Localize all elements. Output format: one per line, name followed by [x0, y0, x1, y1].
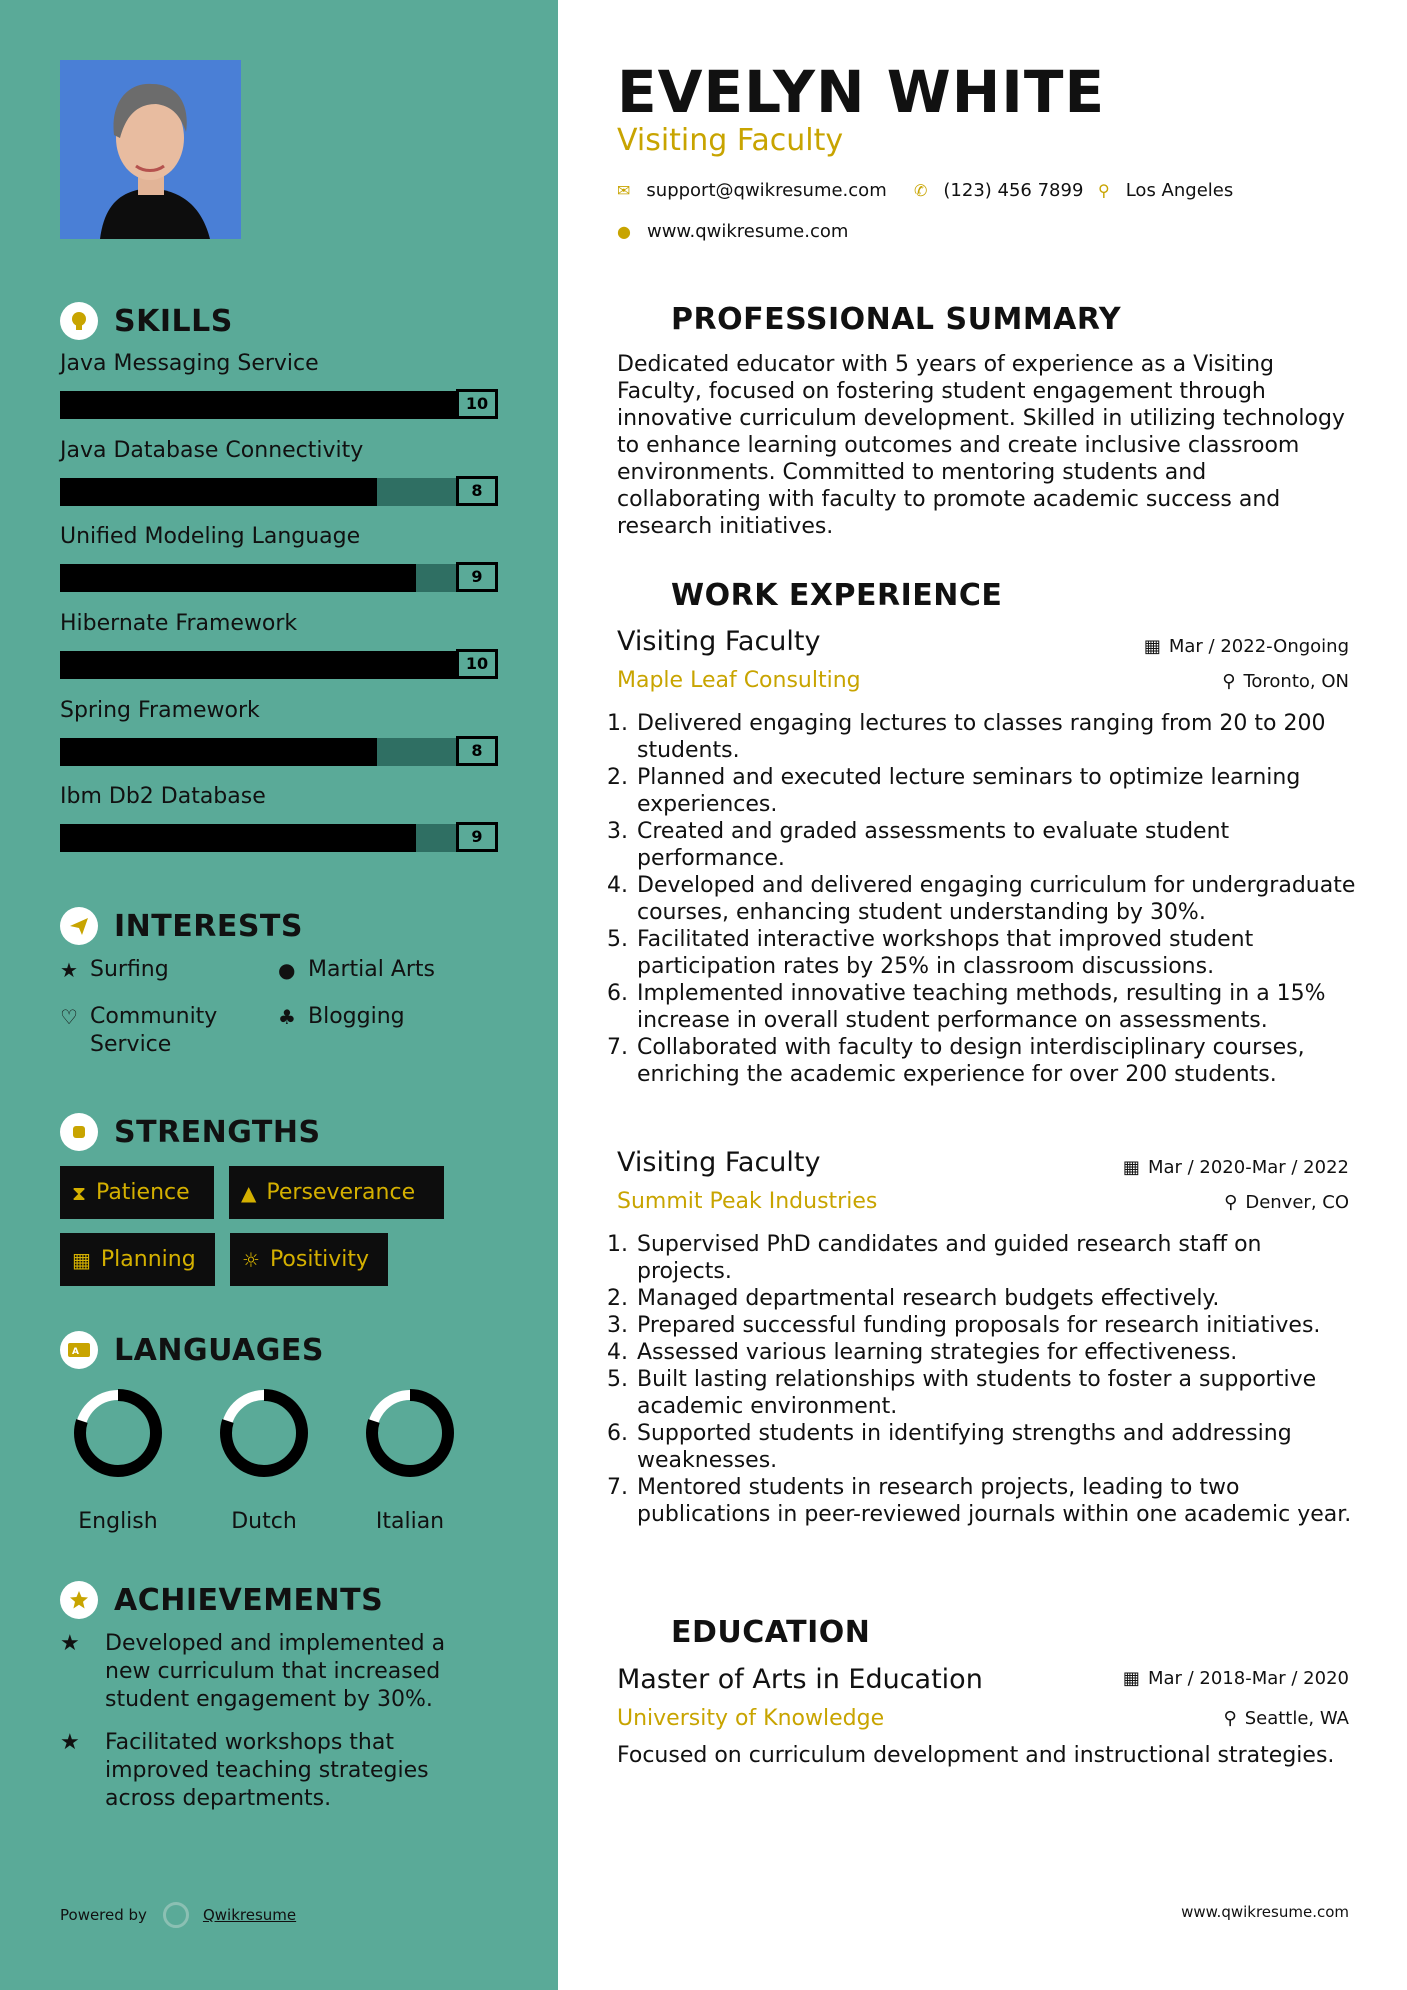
duty-item: 5. Built lasting relationships with students to foster a supportive academic environment. — [635, 1366, 1357, 1420]
strength-label: Planning — [100, 1247, 196, 1272]
skill-item — [60, 784, 498, 852]
skill-item — [60, 438, 498, 506]
email-text[interactable]: support@qwikresume.com — [646, 180, 887, 201]
duty-item: 5. Facilitated interactive workshops that improved student participation rates by 25% in classroom discussions. — [635, 926, 1357, 980]
phone-icon: ✆ — [914, 181, 928, 200]
language-label: Dutch — [231, 1509, 297, 1534]
skill-bar-fill — [60, 478, 377, 506]
skill-bar-fill — [60, 564, 416, 592]
candidate-name: EVELYN WHITE — [617, 58, 1106, 126]
skill-bar — [60, 478, 498, 506]
duty-item: 1. Supervised PhD candidates and guided research staff on projects. — [635, 1231, 1357, 1285]
star-icon: ★ — [60, 1730, 80, 1755]
star-icon: ★ — [60, 1631, 80, 1656]
education-location-text: Seattle, WA — [1244, 1708, 1349, 1729]
experience-header — [617, 576, 1002, 614]
hand-icon: ♡ — [60, 1005, 78, 1029]
duty-item: 7. Mentored students in research projects, leading to two publications in peer-reviewed journals within one academic year. — [635, 1474, 1357, 1528]
skill-bar — [60, 651, 498, 679]
skill-level: 10 — [456, 389, 498, 419]
languages-title: LANGUAGES — [114, 1332, 324, 1368]
qwikresume-logo-icon — [163, 1902, 189, 1928]
achievements-header — [60, 1581, 383, 1619]
phone-text[interactable]: (123) 456 7899 — [943, 180, 1084, 201]
job-company: Summit Peak Industries — [617, 1189, 878, 1214]
interest-label: Blogging — [308, 1004, 405, 1029]
job-duties — [617, 1231, 1357, 1528]
interest-item — [278, 1003, 405, 1031]
phone-contact — [914, 180, 1083, 201]
strength-badge — [60, 1166, 214, 1219]
skills-header — [60, 302, 233, 340]
education-dates-text: Mar / 2018-Mar / 2020 — [1147, 1668, 1349, 1689]
location-text: Los Angeles — [1125, 180, 1234, 201]
profile-photo — [60, 60, 241, 239]
strength-badge — [60, 1233, 215, 1286]
skill-item — [60, 524, 498, 592]
experience-title: WORK EXPERIENCE — [671, 577, 1003, 613]
skill-bar-fill — [60, 824, 416, 852]
skills-title: SKILLS — [114, 303, 233, 339]
summary-text: Dedicated educator with 5 years of experience as a Visiting Faculty, focused on fostering student engagement through innovative curriculum development. Skilled in utilizing technology to enhance learning outcomes and create inclusive classroom environments. Committed to mentoring students and collaborating with faculty to promote academic success and research initiatives. — [617, 352, 1345, 539]
achievements-title: ACHIEVEMENTS — [114, 1582, 384, 1618]
language-ring — [360, 1383, 460, 1483]
calendar-icon: ▦ — [1143, 636, 1161, 657]
school-name: University of Knowledge — [617, 1706, 885, 1731]
degree-title: Master of Arts in Education — [617, 1664, 983, 1695]
interests-header — [60, 907, 303, 945]
language-ring — [214, 1383, 314, 1483]
pin-icon: ⚲ — [1224, 1192, 1238, 1213]
duty-item: 6. Supported students in identifying strengths and addressing weaknesses. — [635, 1420, 1357, 1474]
globe-icon: ● — [617, 222, 631, 241]
skill-level: 9 — [456, 562, 498, 592]
education-location — [1224, 1708, 1349, 1729]
skill-item — [60, 351, 498, 419]
strength-label: Positivity — [269, 1247, 369, 1272]
hourglass-icon: ⧗ — [72, 1180, 87, 1205]
pin-icon: ⚲ — [1222, 671, 1236, 692]
job-location-text: Toronto, ON — [1243, 671, 1349, 692]
language-label: Italian — [375, 1509, 445, 1534]
skill-label: Spring Framework — [60, 698, 260, 723]
summary-header — [617, 300, 1121, 338]
interest-item — [60, 1003, 260, 1059]
powered-by-label: Powered by — [60, 1906, 147, 1924]
skill-item — [60, 698, 498, 766]
skill-level: 8 — [456, 736, 498, 766]
calendar-icon: ▦ — [1122, 1668, 1140, 1689]
skill-bar-fill — [60, 391, 456, 419]
achievement-item — [60, 1630, 480, 1714]
envelope-icon: ✉ — [617, 181, 631, 200]
location-contact — [1098, 180, 1233, 201]
skill-level: 9 — [456, 822, 498, 852]
skill-item — [60, 611, 498, 679]
star-badge-icon — [60, 1581, 98, 1619]
footer-website[interactable]: www.qwikresume.com — [1181, 1903, 1349, 1921]
achievement-text: Developed and implemented a new curriculum that increased student engagement by 30%. — [105, 1631, 446, 1712]
education-description: Focused on curriculum development and instructional strategies. — [617, 1743, 1335, 1768]
job-dates — [1123, 1157, 1349, 1178]
education-dates — [1123, 1668, 1349, 1689]
skill-label: Ibm Db2 Database — [60, 784, 266, 809]
duty-item: 6. Implemented innovative teaching methods, resulting in a 15% increase in overall student performance on assessments. — [635, 980, 1357, 1034]
strengths-title: STRENGTHS — [114, 1114, 321, 1150]
duty-item: 4. Developed and delivered engaging curriculum for undergraduate courses, enhancing student understanding by 30%. — [635, 872, 1357, 926]
user-icon — [617, 300, 655, 338]
skill-label: Java Database Connectivity — [60, 438, 364, 463]
qwikresume-link[interactable]: Qwikresume — [202, 1906, 297, 1924]
skill-label: Unified Modeling Language — [60, 524, 361, 549]
website-contact — [617, 221, 848, 242]
job-company: Maple Leaf Consulting — [617, 668, 861, 693]
interest-item — [278, 956, 435, 984]
language-item — [360, 1383, 460, 1534]
duty-item: 2. Planned and executed lecture seminars to optimize learning experiences. — [635, 764, 1357, 818]
job-location — [1224, 1192, 1349, 1213]
skill-bar — [60, 391, 498, 419]
website-text[interactable]: www.qwikresume.com — [646, 221, 849, 242]
skill-bar — [60, 564, 498, 592]
users-icon: ♣ — [278, 1005, 296, 1029]
interest-item — [60, 956, 169, 984]
lightbulb-icon — [60, 302, 98, 340]
graduation-icon — [617, 1613, 655, 1651]
skill-bar-fill — [60, 738, 377, 766]
calendar-icon: ▦ — [72, 1247, 91, 1272]
map-pin-icon: ⚲ — [1098, 181, 1110, 200]
skill-bar — [60, 738, 498, 766]
interest-label: Community Service — [90, 1004, 218, 1057]
duty-item: 3. Created and graded assessments to evaluate student performance. — [635, 818, 1357, 872]
email-contact — [617, 180, 887, 201]
skill-label: Hibernate Framework — [60, 611, 298, 636]
interests-title: INTERESTS — [114, 908, 303, 944]
duty-item: 4. Assessed various learning strategies for effectiveness. — [635, 1339, 1357, 1366]
strength-badge — [229, 1166, 444, 1219]
sidebar — [0, 0, 558, 1990]
job-title: Visiting Faculty — [617, 626, 821, 657]
interest-label: Martial Arts — [308, 957, 436, 982]
duty-item: 7. Collaborated with faculty to design interdisciplinary courses, enriching the academic experience for over 200 students. — [635, 1034, 1357, 1088]
strength-badge — [230, 1233, 388, 1286]
job-dates-text: Mar / 2022-Ongoing — [1168, 636, 1349, 657]
languages-header — [60, 1331, 324, 1369]
achievement-item — [60, 1729, 480, 1813]
strength-label: Patience — [96, 1180, 190, 1205]
calendar-icon: ▦ — [1122, 1157, 1140, 1178]
candidate-role: Visiting Faculty — [617, 123, 844, 158]
sun-icon: ☼ — [242, 1247, 260, 1272]
job-dates-text: Mar / 2020-Mar / 2022 — [1147, 1157, 1349, 1178]
skill-label: Java Messaging Service — [60, 351, 319, 376]
star-icon: ★ — [60, 958, 78, 982]
globe-icon: ● — [278, 958, 296, 982]
skill-level: 10 — [456, 649, 498, 679]
job-location-text: Denver, CO — [1245, 1192, 1349, 1213]
svg-text:A: A — [72, 1347, 79, 1357]
achievement-text: Facilitated workshops that improved teaching strategies across departments. — [105, 1730, 429, 1811]
skill-bar-fill — [60, 651, 456, 679]
duty-item: 3. Prepared successful funding proposals for research initiatives. — [635, 1312, 1357, 1339]
fist-icon — [60, 1113, 98, 1151]
mountain-icon: ▲ — [241, 1180, 257, 1205]
skill-bar — [60, 824, 498, 852]
duty-item: 1. Delivered engaging lectures to classes ranging from 20 to 200 students. — [635, 710, 1357, 764]
language-item — [68, 1383, 168, 1534]
interest-label: Surfing — [90, 957, 169, 982]
chair-icon — [617, 576, 655, 614]
job-location — [1222, 671, 1349, 692]
education-title: EDUCATION — [671, 1614, 871, 1650]
education-header — [617, 1613, 870, 1651]
strengths-header — [60, 1113, 321, 1151]
language-ring — [68, 1383, 168, 1483]
pin-icon: ⚲ — [1223, 1708, 1237, 1729]
translate-icon — [60, 1331, 98, 1369]
job-title: Visiting Faculty — [617, 1147, 821, 1178]
powered-by — [60, 1902, 296, 1928]
skill-level: 8 — [456, 476, 498, 506]
job-dates — [1144, 636, 1349, 657]
duty-item: 2. Managed departmental research budgets effectively. — [635, 1285, 1357, 1312]
strength-label: Perseverance — [266, 1180, 416, 1205]
summary-title: PROFESSIONAL SUMMARY — [671, 301, 1122, 337]
paper-plane-icon — [60, 907, 98, 945]
language-label: English — [78, 1509, 158, 1534]
job-duties — [617, 710, 1357, 1088]
language-item — [214, 1383, 314, 1534]
